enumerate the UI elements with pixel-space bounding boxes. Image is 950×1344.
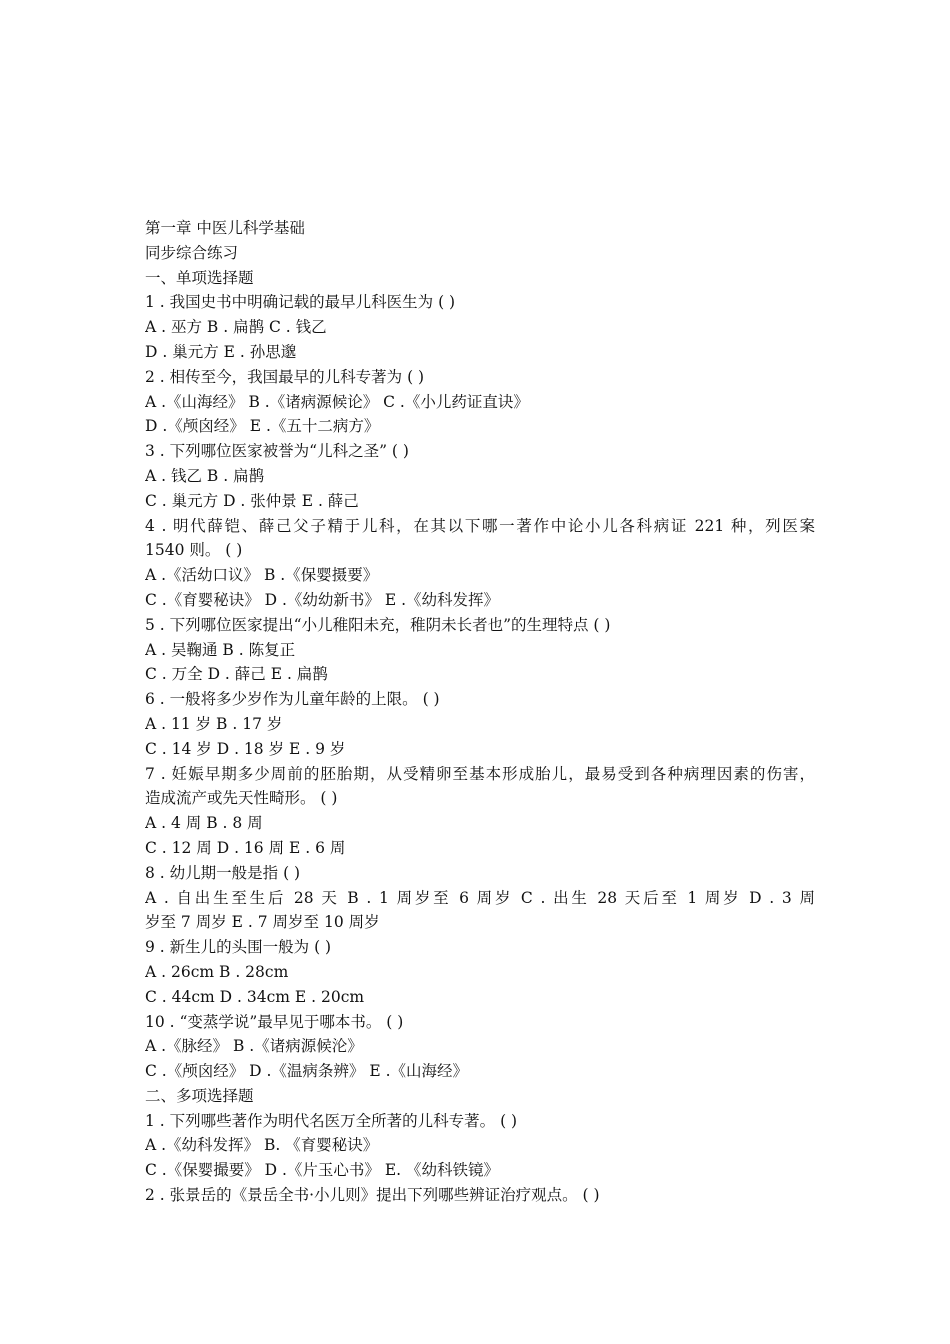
answer-options: C . 14 岁 D . 18 岁 E . 9 岁 [145,739,346,758]
answer-options: C . 44cm D . 34cm E . 20cm [145,987,365,1006]
answer-options: C .《保婴撮要》 D .《片玉心书》 E. 《幼科铁镜》 [145,1161,500,1180]
answer-options: A . 吴鞠通 B . 陈复正 [145,640,296,659]
answer-options: A .《山海经》 B .《诸病源候论》 C .《小儿药证直诀》 [145,392,529,411]
question-text: 10 . “变蒸学说”最早见于哪本书。 ( ) [145,1012,404,1031]
answer-options: C . 12 周 D . 16 周 E . 6 周 [145,838,346,857]
answer-options: A .《脉经》 B .《诸病源候沦》 [145,1037,363,1056]
subsection-heading: 二、多项选择题 [145,1086,254,1105]
question-text: 1 . 下列哪些著作为明代名医万全所著的儿科专著。 ( ) [145,1111,518,1130]
question-text-continued: 1540 则。 ( ) [145,541,243,560]
question-text: 4 . 明代薛铠、薛己父子精于儿科，在其以下哪一著作中论小儿各科病证 221 种，列医案 [145,516,815,535]
answer-options: C .《颅囟经》 D .《温病条辨》 E .《山海经》 [145,1062,469,1081]
chapter-title: 第一章 中医儿科学基础 [145,219,305,237]
question-text: 2 . 相传至今，我国最早的儿科专著为 ( ) [145,367,425,386]
answer-options: C .《育婴秘诀》 D .《幼幼新书》 E .《幼科发挥》 [145,590,500,609]
answer-options: A .《活幼口议》 B .《保婴摄要》 [145,566,379,585]
answer-options: A . 自出生至生后 28 天 B . 1 周岁至 6 周岁 C . 出生 28 天后至 1 周岁 D . 3 周 [145,888,815,907]
section-title: 同步综合练习 [145,243,239,262]
question-text: 6 . 一般将多少岁作为儿童年龄的上限。 ( ) [145,690,440,709]
question-text: 9 . 新生儿的头围一般为 ( ) [145,938,332,957]
answer-options: D .《颅囟经》 E .《五十二病方》 [145,417,380,436]
answer-options: A .《幼科发挥》 B. 《育婴秘诀》 [145,1136,379,1155]
question-text: 8 . 幼儿期一般是指 ( ) [145,863,301,882]
answer-options: A . 钱乙 B . 扁鹊 [145,466,265,485]
answer-options: A . 11 岁 B . 17 岁 [145,714,283,733]
answer-options: C . 万全 D . 薛己 E . 扁鹊 [145,665,328,684]
question-text: 7 . 妊娠早期多少周前的胚胎期，从受精卵至基本形成胎儿，最易受到各种病理因素的伤害， [145,764,815,783]
answer-options: A . 26cm B . 28cm [145,962,289,981]
question-text: 5 . 下列哪位医家提出“小儿稚阳未充，稚阴未长者也”的生理特点 ( ) [145,615,611,634]
answer-options: D . 巢元方 E . 孙思邈 [145,342,297,361]
question-text: 3 . 下列哪位医家被誉为“儿科之圣” ( ) [145,442,409,461]
subsection-heading: 一、单项选择题 [145,268,254,287]
answer-options: A . 巫方 B . 扁鹊 C . 钱乙 [145,318,327,337]
answer-options: A . 4 周 B . 8 周 [145,814,263,833]
question-text: 1 . 我国史书中明确记载的最早儿科医生为 ( ) [145,293,456,312]
question-text-continued: 造成流产或先天性畸形。 ( ) [145,789,338,808]
question-text: 2 . 张景岳的《景岳全书·小儿则》提出下列哪些辨证治疗观点。 ( ) [145,1186,600,1205]
answer-options-continued: 岁至 7 周岁 E . 7 周岁至 10 周岁 [145,913,380,932]
answer-options: C . 巢元方 D . 张仲景 E . 薛己 [145,491,359,510]
document-body [145,216,815,1208]
